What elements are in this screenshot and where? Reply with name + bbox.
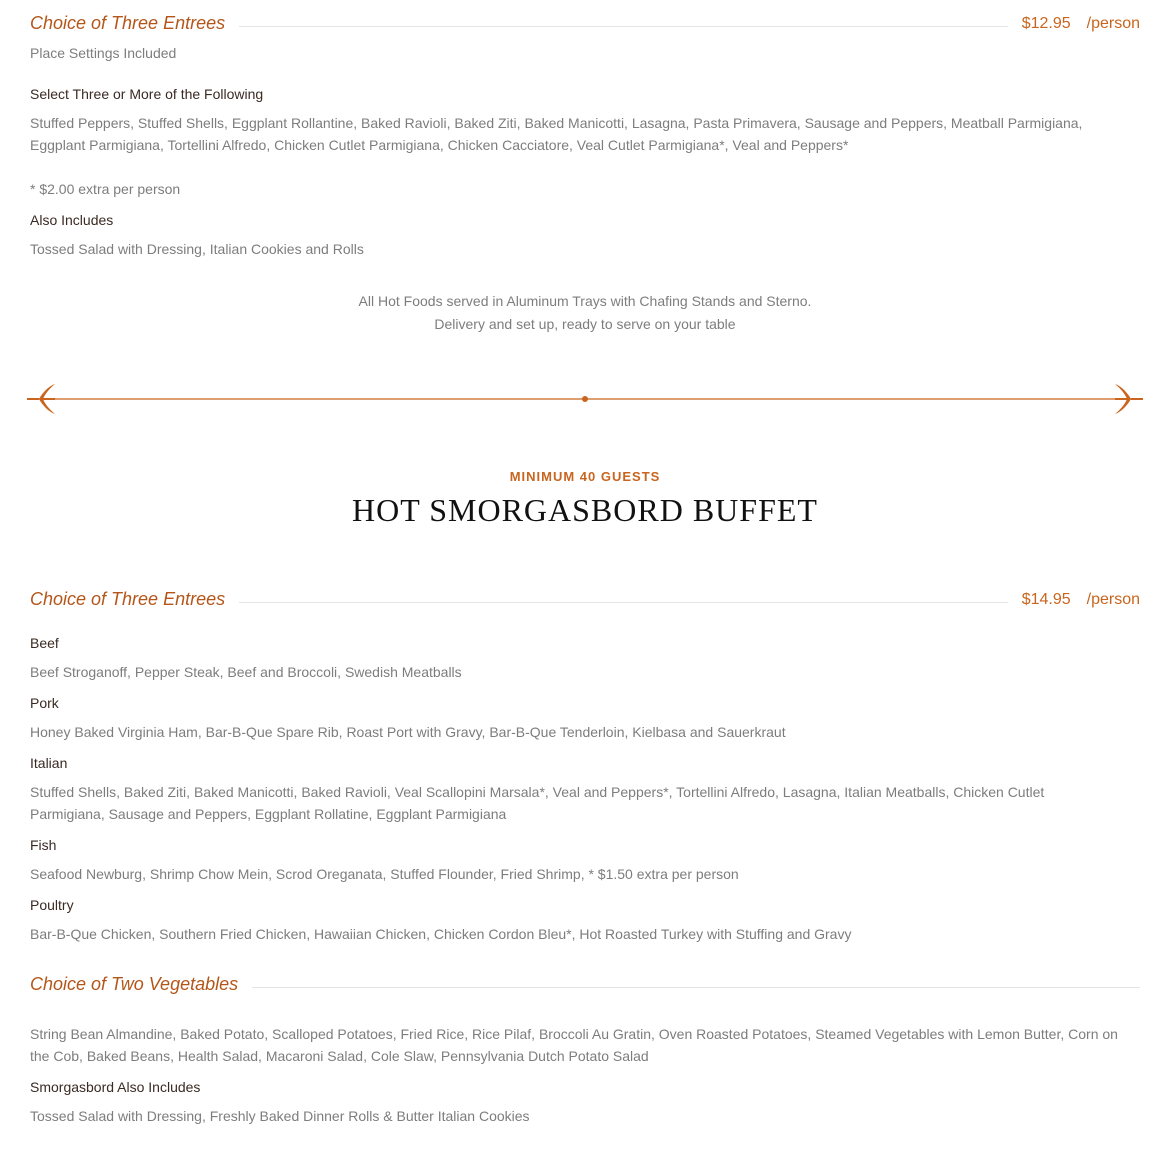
header-rule — [252, 987, 1140, 988]
price-unit: /person — [1086, 14, 1140, 32]
header-rule — [239, 26, 1008, 27]
section-title: Choice of Three Entrees — [30, 589, 226, 609]
service-note-2: Delivery and set up, ready to serve on your table — [434, 316, 736, 332]
price-unit: /person — [1086, 590, 1140, 608]
smorgasbord-also-label: Smorgasbord Also Includes — [30, 1079, 201, 1095]
also-includes-label: Also Includes — [30, 212, 114, 228]
page-title: HOT SMORGASBORD BUFFET — [352, 492, 818, 528]
group-items-fish: Seafood Newburg, Shrimp Chow Mein, Scrod Oreganata, Stuffed Flounder, Fried Shrimp, * $1.50 extra per person — [30, 866, 739, 882]
group-label-italian: Italian — [30, 755, 68, 771]
select-items: Stuffed Peppers, Stuffed Shells, Eggplant Rollantine, Baked Ravioli, Baked Ziti, Baked Manicotti, Lasagna, Pasta Primavera, Sausage and Peppers, Meatball Parmigiana, Eggplant Parmigiana, Tortellini Alfredo, Chicken Cutlet Parmigiana, Chicken Cacciatore, Veal Cutlet Parmigiana*, Veal and Peppers* — [30, 115, 1083, 153]
group-items-poultry: Bar-B-Que Chicken, Southern Fried Chicken, Hawaiian Chicken, Chicken Cordon Bleu*, Hot Roasted Turkey with Stuffing and Gravy — [30, 926, 852, 942]
entrees-header-2 — [30, 589, 1140, 610]
minimum-guests: MINIMUM 40 GUESTS — [509, 469, 661, 484]
group-items-pork: Honey Baked Virginia Ham, Bar-B-Que Spare Rib, Roast Port with Gravy, Bar-B-Que Tenderloin, Kielbasa and Sauerkraut — [30, 724, 786, 740]
select-label: Select Three or More of the Following — [30, 86, 264, 102]
section-title: Choice of Three Entrees — [30, 13, 226, 33]
group-label-pork: Pork — [30, 695, 59, 711]
group-label-poultry: Poultry — [30, 897, 74, 913]
price: $14.95 — [1021, 590, 1071, 608]
entrees-header-1 — [30, 13, 1140, 34]
section-title: Choice of Two Vegetables — [30, 974, 239, 994]
extra-charge-note: * $2.00 extra per person — [30, 181, 181, 197]
also-includes-items: Tossed Salad with Dressing, Italian Cookies and Rolls — [30, 241, 364, 257]
header-rule — [239, 602, 1008, 603]
group-items-beef: Beef Stroganoff, Pepper Steak, Beef and Broccoli, Swedish Meatballs — [30, 664, 462, 680]
smorgasbord-also-items: Tossed Salad with Dressing, Freshly Baked Dinner Rolls & Butter Italian Cookies — [30, 1108, 530, 1124]
ornamental-divider-icon — [25, 380, 1145, 418]
service-note-1: All Hot Foods served in Aluminum Trays with Chafing Stands and Sterno. — [358, 293, 812, 309]
price: $12.95 — [1021, 14, 1071, 32]
group-label-fish: Fish — [30, 837, 57, 853]
group-label-beef: Beef — [30, 635, 59, 651]
place-settings-note: Place Settings Included — [30, 45, 177, 61]
vegetables-header — [30, 974, 1140, 995]
group-items-italian: Stuffed Shells, Baked Ziti, Baked Manicotti, Baked Ravioli, Veal Scallopini Marsala*, Veal and Peppers*, Tortellini Alfredo, Lasagna, Italian Meatballs, Chicken Cutlet Parmigiana, Sausage and Peppers, Eggplant Rollatine, Eggplant Parmigiana — [30, 784, 1045, 822]
vegetable-items: String Bean Almandine, Baked Potato, Scalloped Potatoes, Fried Rice, Rice Pilaf, Broccoli Au Gratin, Oven Roasted Potatoes, Steamed Vegetables with Lemon Butter, Corn on the Cob, Baked Beans, Health Salad, Macaroni Salad, Cole Slaw, Pennsylvania Dutch Potato Salad — [30, 1026, 1118, 1064]
